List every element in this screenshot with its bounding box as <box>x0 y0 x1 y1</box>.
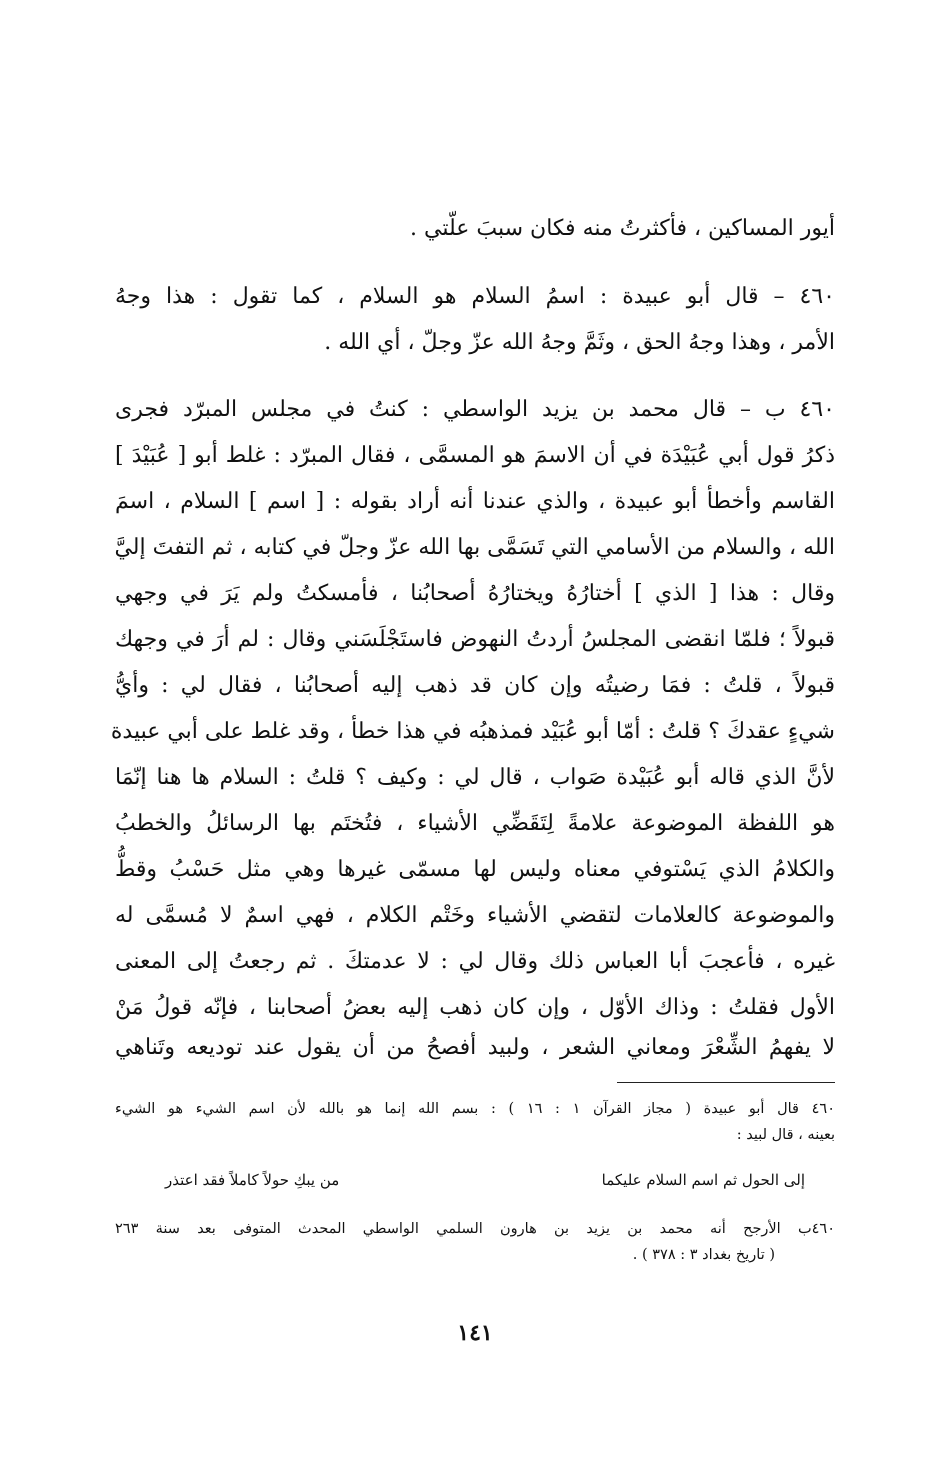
entry-460-line-1: ٤٦٠ – قال أبو عبيدة : اسمُ السلام هو السلام ، كما تقول : هذا وجهُ <box>115 284 835 309</box>
entry-460-line-2: الأمر ، وهذا وجهُ الحق ، وثَمَّ وجهُ الله عزّ وجلّ ، أي الله . <box>324 330 835 355</box>
entry-460b-line-13: غيره ، فأعجبَ أبا العباس ذلك وقال لي : لا عدمتكَ . ثم رجعتُ إلى المعنى <box>115 949 835 974</box>
verse-hemistich-2: من يبكِ حولاً كاملاً فقد اعتذر <box>165 1171 340 1189</box>
footnote-460b-line-2: ( تاريخ بغداد ٣ : ٣٧٨ ) . <box>632 1247 775 1263</box>
footnote-460b-line-1: ٤٦٠ب الأرجح أنه محمد بن يزيد بن هارون السلمي الواسطي المحدث المتوفى بعد سنة ٢٦٣ <box>115 1221 835 1237</box>
footnote-separator <box>617 1082 835 1083</box>
entry-460b-line-15: لا يفهمُ الشِّعْرَ ومعاني الشعر ، ولبيد أفصحُ من أن يقول عند توديعه وتَناهي <box>115 1035 835 1060</box>
entry-460b-line-10: هو اللفظة الموضوعة علامةً لِتَقَضِّي الأشياء ، فتُختَم بها الرسائلُ والخطبُ <box>115 811 835 836</box>
entry-460b-line-11: والكلامُ الذي يَسْتوفي معناه وليس لها مسمّى غيرها وهي مثل حَسْبُ وقطُّ <box>115 857 835 882</box>
verse-hemistich-1: إلى الحول ثم اسم السلام عليكما <box>601 1171 805 1189</box>
text-line-1: أيور المساكين ، فأكثرتُ منه فكان سببَ علّتي . <box>410 216 835 241</box>
entry-460b-line-6: قبولاً ؛ فلمّا انقضى المجلسُ أردتُ النهوض فاستَجْلَسَني وقال : لم أرَ في وجهك <box>115 627 835 652</box>
entry-460b-line-1: ٤٦٠ ب – قال محمد بن يزيد الواسطي : كنتُ في مجلس المبرّد فجرى <box>115 397 835 422</box>
entry-460b-line-3: القاسم وأخطأ أبو عبيدة ، والذي عندنا أنه أراد بقوله : [ اسم ] السلام ، اسمَ <box>115 489 835 514</box>
entry-460b-line-2: ذكرُ قول أبي عُبَيْدَة في أن الاسمَ هو المسمَّى ، فقال المبرّد : غلط أبو [ عُبَيْدَ ] <box>115 443 835 468</box>
page-number: ١٤١ <box>457 1320 493 1346</box>
entry-460b-line-8: شيءٍ عقدكَ ؟ قلتُ : أمّا أبو عُبَيْد فمذهبُه في هذا خطأ ، وقد غلط على أبي عبيدة <box>110 719 835 744</box>
entry-460b-line-12: والموضوعة كالعلامات لتقضي الأشياء وخَتْم الكلام ، فهي اسمٌ لا مُسمَّى له <box>115 903 835 928</box>
entry-460b-line-14: الأول فقلتُ : وذاك الأوّل ، وإن كان ذهب إليه بعضُ أصحابنا ، فإنّه قولُ مَنْ <box>115 995 835 1020</box>
footnote-460-line-1: ٤٦٠ قال أبو عبيدة ( مجاز القرآن ١ : ١٦ ) : بسم الله إنما هو بالله لأن اسم الشيء هو الشيء <box>115 1101 835 1117</box>
footnote-verse <box>165 1168 805 1192</box>
footnote-460-line-2: بعينه ، قال لبيد : <box>736 1127 835 1143</box>
entry-460b-line-9: لأنَّ الذي قاله أبو عُبَيْدة صَواب ، قال لي : وكيف ؟ قلتُ : السلام ها هنا إنّمَا <box>115 765 835 790</box>
entry-460b-line-7: قبولاً ، قلتُ : فمَا رضيتُه وإن كان قد ذهب إليه أصحابُنا ، فقال لي : وأيُّ <box>115 673 835 698</box>
entry-460b-line-4: الله ، والسلام من الأسامي التي تَسَمَّى بها الله عزّ وجلّ في كتابه ، ثم التفتَ إليَّ <box>114 535 835 560</box>
entry-460b-line-5: وقال : هذا [ الذي ] أختارُهُ ويختارُهُ أصحابُنا ، فأمسكتُ ولم يَرَ في وجهي <box>115 581 835 606</box>
